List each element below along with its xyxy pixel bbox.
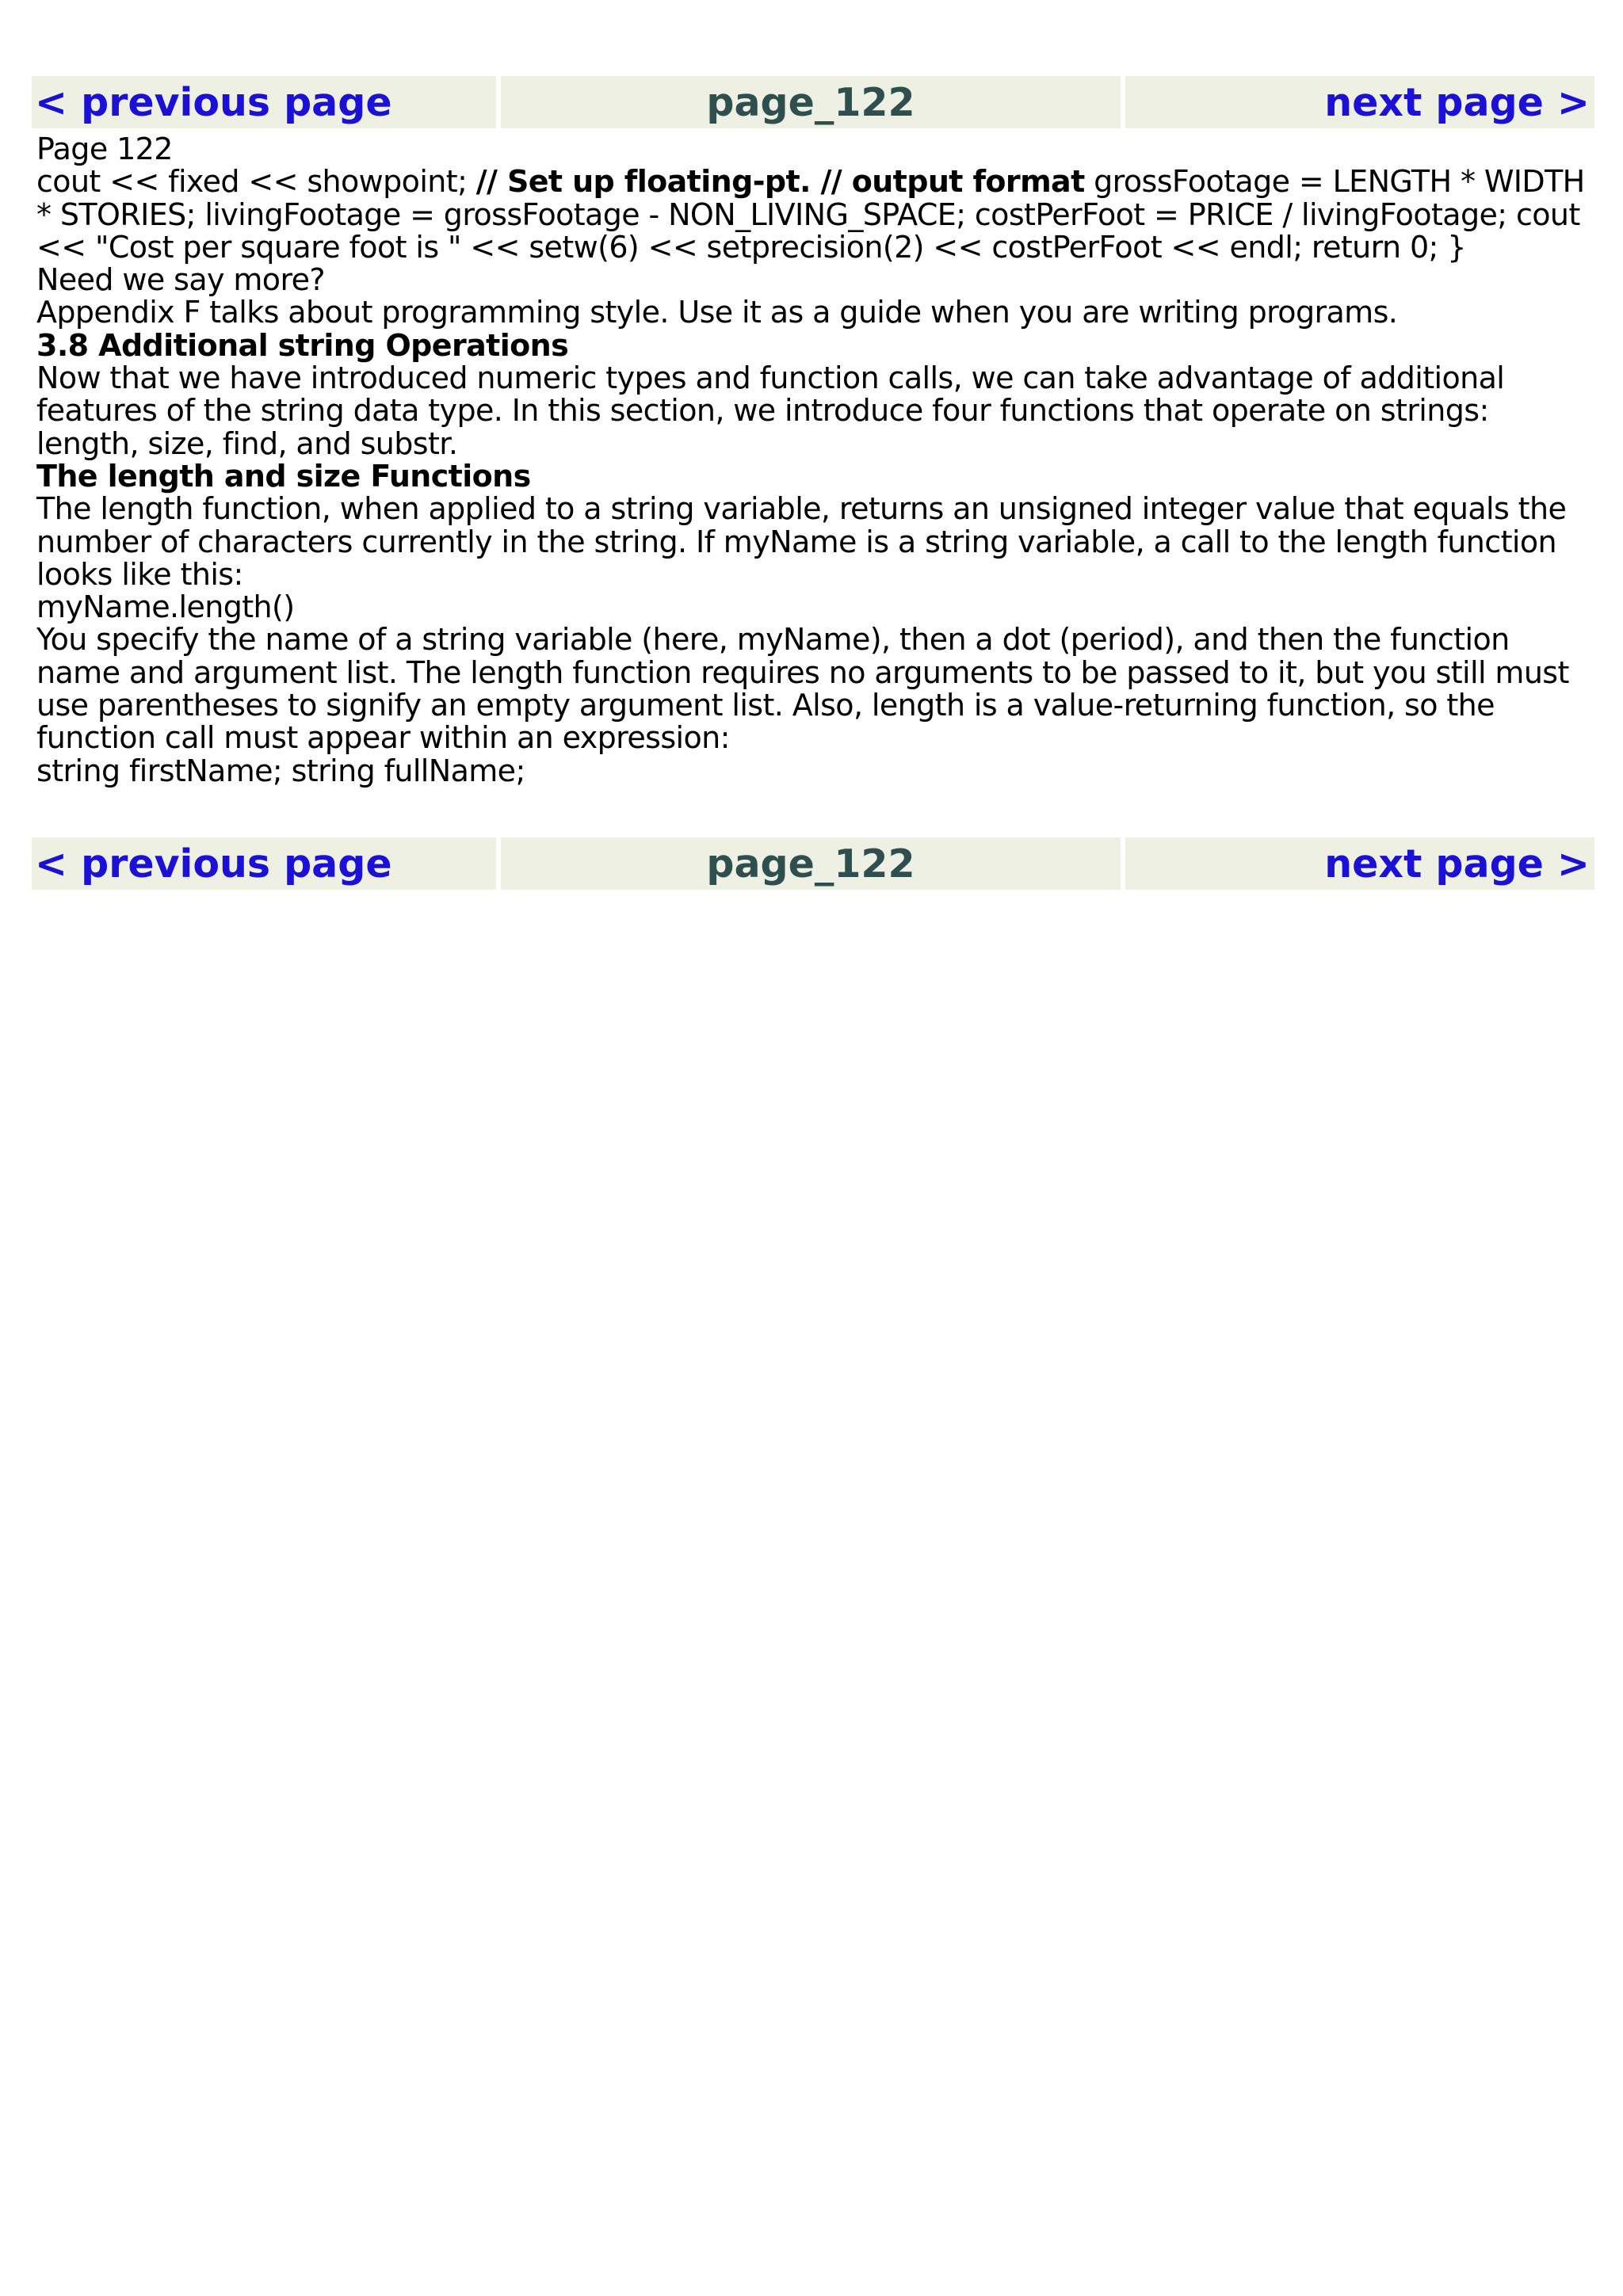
code-text-1: cout << fixed << showpoint; [36, 164, 476, 200]
bottom-navigation-bar [32, 837, 1594, 890]
section-intro-paragraph: Now that we have introduced numeric types and function calls, we can take advantage of additional features of the string data type. In this section, we introduce four functions that operate on strings: length, size, find, and substr. [36, 360, 1505, 461]
code-comment: // Set up floating-pt. // output format [475, 164, 1085, 200]
appendix-note: Appendix F talks about programming style. Use it as a guide when you are writing programs. [36, 295, 1398, 330]
next-page-link[interactable]: next page > [1125, 76, 1594, 128]
page-indicator: page_122 [501, 76, 1121, 128]
code-listing [36, 166, 1594, 264]
page-number: Page 122 [36, 132, 173, 166]
specify-description-paragraph: You specify the name of a string variable (here, myName), then a dot (period), and then the function name and argument list. The length function requires no arguments to be passed to it, but you still must use parentheses to signify an empty argument list. Also, length is a value-returning function, so the function call must appear within an expression: [36, 622, 1569, 756]
next-page-link[interactable]: next page > [1125, 837, 1594, 890]
page-content [36, 133, 1594, 788]
string-declaration-example: string firstName; string fullName; [36, 753, 525, 788]
code-text-2: grossFootage = LENGTH * WIDTH * STORIES; livingFootage = grossFootage - NON_LIVING_SPACE; costPerFoot = PRICE / livingFootage; cout << "Cost per square foot is " << setw(6) << setprecision(2) << costPerFoot << endl; return 0; } [36, 164, 1585, 265]
length-call-example: myName.length() [36, 589, 295, 625]
page-indicator: page_122 [501, 837, 1121, 890]
length-description-paragraph: The length function, when applied to a string variable, returns an unsigned integer value that equals the number of characters currently in the string. If myName is a string variable, a call to the length function looks like this: [36, 491, 1567, 592]
top-navigation-bar [32, 76, 1594, 128]
subsection-heading: The length and size Functions [36, 458, 531, 494]
previous-page-link[interactable]: < previous page [32, 837, 496, 890]
section-heading: 3.8 Additional string Operations [36, 327, 569, 363]
need-more-text: Need we say more? [36, 262, 325, 298]
previous-page-link[interactable]: < previous page [32, 76, 496, 128]
